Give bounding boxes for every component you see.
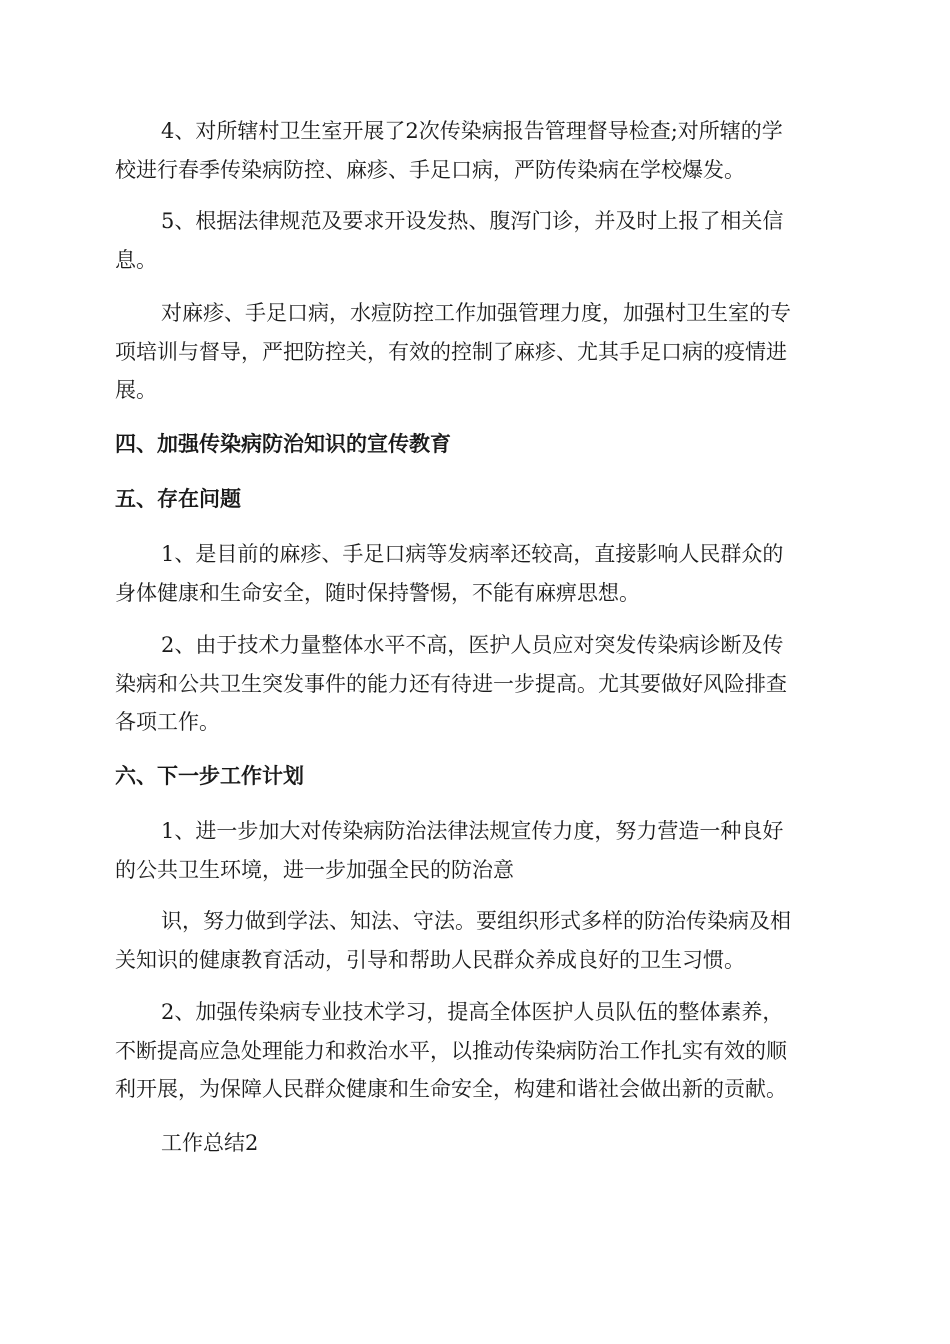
section-heading-5: 五、存在问题 [115,486,241,511]
section-heading-4: 四、加强传染病防治知识的宣传教育 [115,431,451,456]
paragraph-item-4: 4、对所辖村卫生室开展了2次传染病报告管理督导检查;对所辖的学 校进行春季传染病防控、麻疹、手足口病，严防传染病在学校爆发。 [115,119,783,182]
paragraph-item-5: 5、根据法律规范及要求开设发热、腹泻门诊，并及时上报了相关信 息。 [115,209,784,272]
plan-item-2: 2、加强传染病专业技术学习，提高全体医护人员队伍的整体素养， 不断提高应急处理能力和救治水平，以推动传染病防治工作扎实有效的顺 利开展，为保障人民群众健康和生命安全，构建和谐社会做出新的贡献。 [115,1000,787,1101]
plan-item-1: 1、进一步加大对传染病防治法律法规宣传力度，努力营造一种良好 的公共卫生环境，进一步加强全民的防治意 [115,819,784,882]
section-heading-6: 六、下一步工作计划 [115,763,304,788]
problem-item-1: 1、是目前的麻疹、手足口病等发病率还较高，直接影响人民群众的 身体健康和生命安全，随时保持警惕，不能有麻痹思想。 [115,542,784,605]
paragraph-measles-control: 对麻疹、手足口病，水痘防控工作加强管理力度，加强村卫生室的专 项培训与督导，严把防控关，有效的控制了麻疹、尤其手足口病的疫情进 展。 [115,301,791,402]
problem-item-2: 2、由于技术力量整体水平不高，医护人员应对突发传染病诊断及传 染病和公共卫生突发事件的能力还有待进一步提高。尤其要做好风险排查 各项工作。 [115,633,787,734]
summary-2-title: 工作总结2 [161,1131,259,1155]
plan-item-1-continued: 识，努力做到学法、知法、守法。要组织形式多样的防治传染病及相 关知识的健康教育活动，引导和帮助人民群众养成良好的卫生习惯。 [115,909,791,972]
